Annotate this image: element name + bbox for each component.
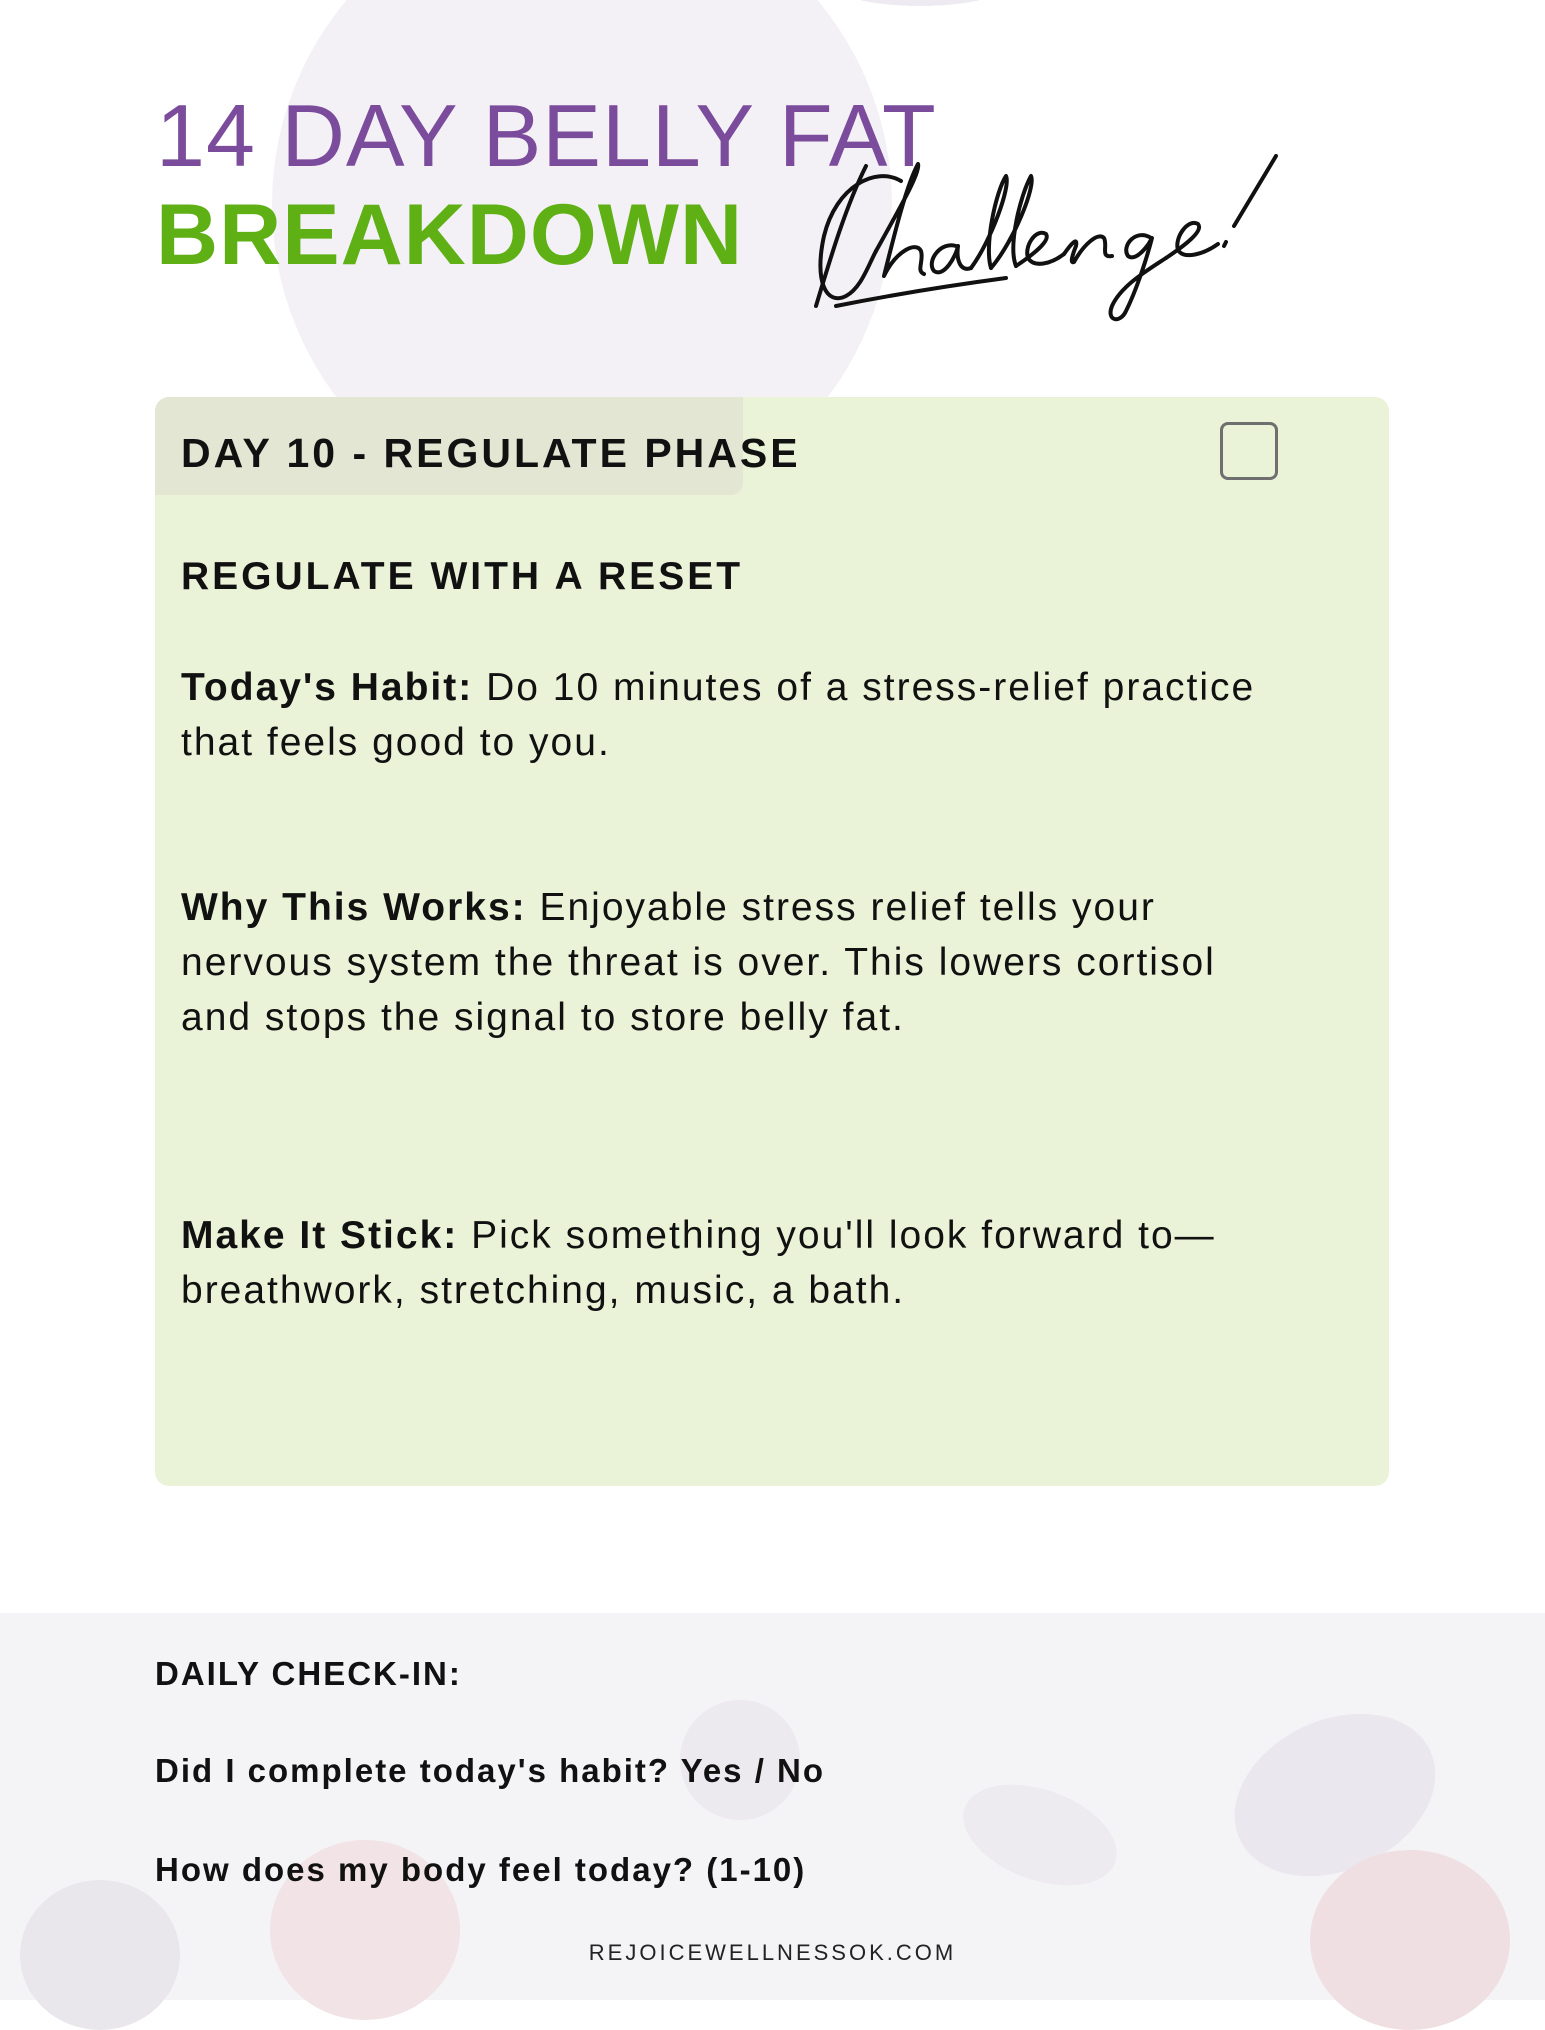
card-subheading: REGULATE WITH A RESET [181, 555, 744, 598]
make-it-stick-label: Make It Stick: [181, 1214, 459, 1257]
todays-habit-label: Today's Habit: [181, 666, 474, 709]
challenge-script-wordmark [806, 146, 1396, 326]
checkin-question-body-feel: How does my body feel today? (1-10) [155, 1851, 807, 1888]
todays-habit-text: Do 10 minutes of a stress-relief practice that feels good to you. [181, 666, 1256, 764]
day-title: DAY 10 - REGULATE PHASE [181, 430, 801, 476]
checkin-heading: DAILY CHECK-IN: [155, 1655, 462, 1692]
todays-habit-paragraph [181, 660, 1261, 770]
why-this-works-paragraph [181, 880, 1261, 1045]
make-it-stick-paragraph [181, 1208, 1261, 1318]
title-line-2: BREAKDOWN [156, 187, 744, 283]
checkin-question-habit: Did I complete today's habit? Yes / No [155, 1752, 826, 1789]
background-arc [830, 0, 1010, 6]
title-line-1: 14 DAY BELLY FAT [156, 86, 937, 185]
why-this-works-label: Why This Works: [181, 886, 527, 929]
why-this-works-text: Enjoyable stress relief tells your nervous system the threat is over. This lowers cortisol and stops the signal to store belly fat. [181, 886, 1216, 1039]
day-complete-checkbox[interactable] [1220, 422, 1278, 480]
website-url: REJOICEWELLNESSOK.COM [588, 1940, 957, 1965]
make-it-stick-text: Pick something you'll look forward to—breathwork, stretching, music, a bath. [181, 1214, 1216, 1312]
